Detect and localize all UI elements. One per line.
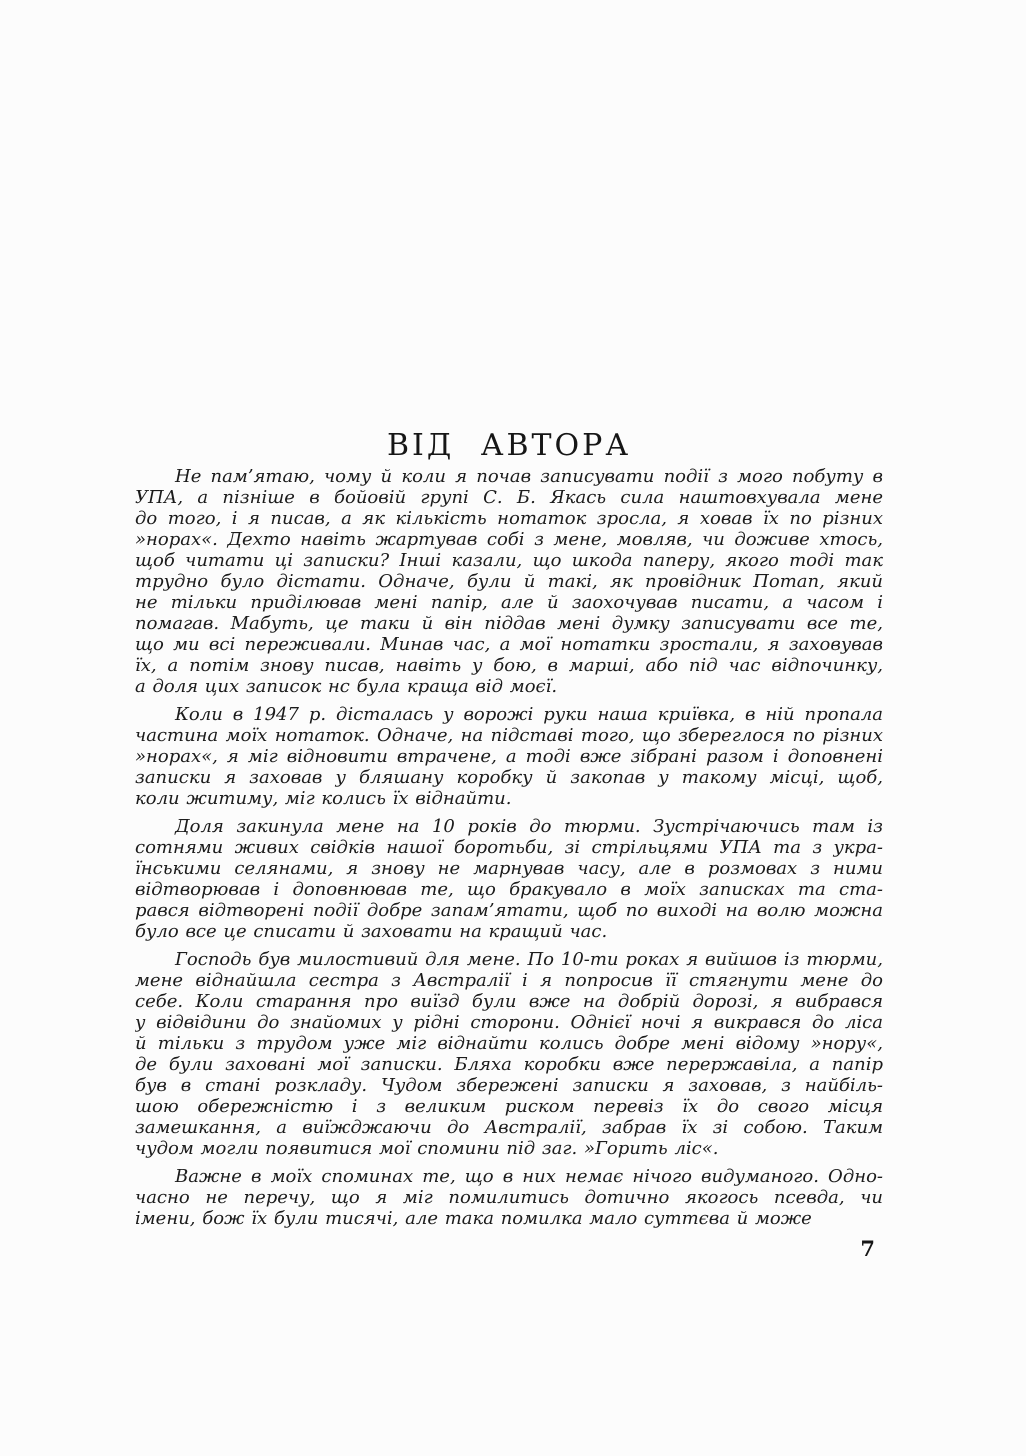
text-line: »норах«. Дехто навіть жартував собі з мене, мовляв, чи доживе хтось, [135, 529, 883, 550]
text-line: трудно було дістати. Одначе, були й такі, як провідник Потап, який [135, 571, 883, 592]
text-line: часно не перечу, що я міг помилитись дотично якогось псевда, чи [135, 1187, 883, 1208]
text-line: їх, а потім знову писав, навіть у бою, в марші, або під час відпочинку, [135, 655, 883, 676]
text-line: Господь був милостивий для мене. По 10-ти роках я вийшов із тюрми, [175, 949, 883, 970]
text-line: »норах«, я міг відновити втрачене, а тоді вже зібрані разом і доповнені [135, 746, 883, 767]
text-line: себе. Коли старання про виїзд були вже на добрій дорозі, я вибрався [135, 991, 883, 1012]
page-title: ВІД АВТОРА [386, 428, 632, 464]
text-line: мене віднайшла сестра з Австралії і я попросив її стягнути мене до [135, 970, 883, 991]
page-number: 7 [860, 1236, 875, 1261]
text-line: імени, бож їх були тисячі, але така помилка мало суттєва й може [135, 1208, 812, 1229]
text-line: чудом могли появитися мої спомини під заг. »Горить ліс«. [135, 1138, 719, 1159]
text-line: коли житиму, міг колись їх віднайти. [135, 788, 512, 809]
body-text [135, 466, 883, 1229]
text-line: сотнями живих свідків нашої боротьби, зі стрільцями УПА та з укра- [135, 837, 883, 858]
text-line: й тільки з трудом уже міг віднайти колись добре мені відому »нору«, [135, 1033, 883, 1054]
text-line: шою обережністю і з великим риском перевіз їх до свого місця [135, 1096, 883, 1117]
text-line: що ми всі переживали. Минав час, а мої нотатки зростали, я заховував [135, 634, 883, 655]
text-line: частина моїх нотаток. Одначе, на підставі того, що збереглося по різних [135, 725, 883, 746]
text-line: Доля закинула мене на 10 років до тюрми. Зустрічаючись там із [175, 816, 883, 837]
text-line: їнськими селянами, я знову не марнував часу, але в розмовах з ними [135, 858, 883, 879]
text-line: замешкання, а виїжджаючи до Австралії, забрав їх зі собою. Таким [135, 1117, 883, 1138]
text-line: Не пам’ятаю, чому й коли я почав записувати події з мого побуту в [175, 466, 883, 487]
text-line: до того, і я писав, а як кількість нотаток зросла, я ховав їх по різних [135, 508, 883, 529]
text-line: було все це списати й заховати на кращий час. [135, 921, 608, 942]
text-line: щоб читати ці записки? Інші казали, що шкода паперу, якого тоді так [135, 550, 883, 571]
text-line: Коли в 1947 р. дісталась у ворожі руки наша криївка, в ній пропала [175, 704, 883, 725]
text-line: був в стані розкладу. Чудом збережені записки я заховав, з найбіль- [135, 1075, 883, 1096]
paragraph [135, 466, 883, 697]
text-line: помагав. Мабуть, це таки й він піддав мені думку записувати все те, [135, 613, 883, 634]
text-line: Важне в моїх споминах те, що в них немає нічого видуманого. Одно- [175, 1166, 883, 1187]
text-line: де були заховані мої записки. Бляха коробки вже перержавіла, а папір [135, 1054, 883, 1075]
text-line: не тільки приділював мені папір, але й заохочував писати, а часом і [135, 592, 883, 613]
text-line: у відвідини до знайомих у рідні сторони. Однієї ночі я викрався до ліса [135, 1012, 883, 1033]
paragraph [135, 704, 883, 809]
text-line: відтворював і доповнював те, що бракувало в моїх записках та ста- [135, 879, 883, 900]
paragraph [135, 1166, 883, 1229]
text-line: УПА, а пізніше в бойовій групі С. Б. Якась сила наштовхувала мене [135, 487, 883, 508]
text-line: рався відтворені події добре запам’ятати, щоб по виході на волю можна [135, 900, 883, 921]
text-line: записки я заховав у бляшану коробку й закопав у такому місці, щоб, [135, 767, 883, 788]
paragraph [135, 949, 883, 1159]
paragraph [135, 816, 883, 942]
text-line: а доля цих записок нс була краща від моєї. [135, 676, 558, 697]
